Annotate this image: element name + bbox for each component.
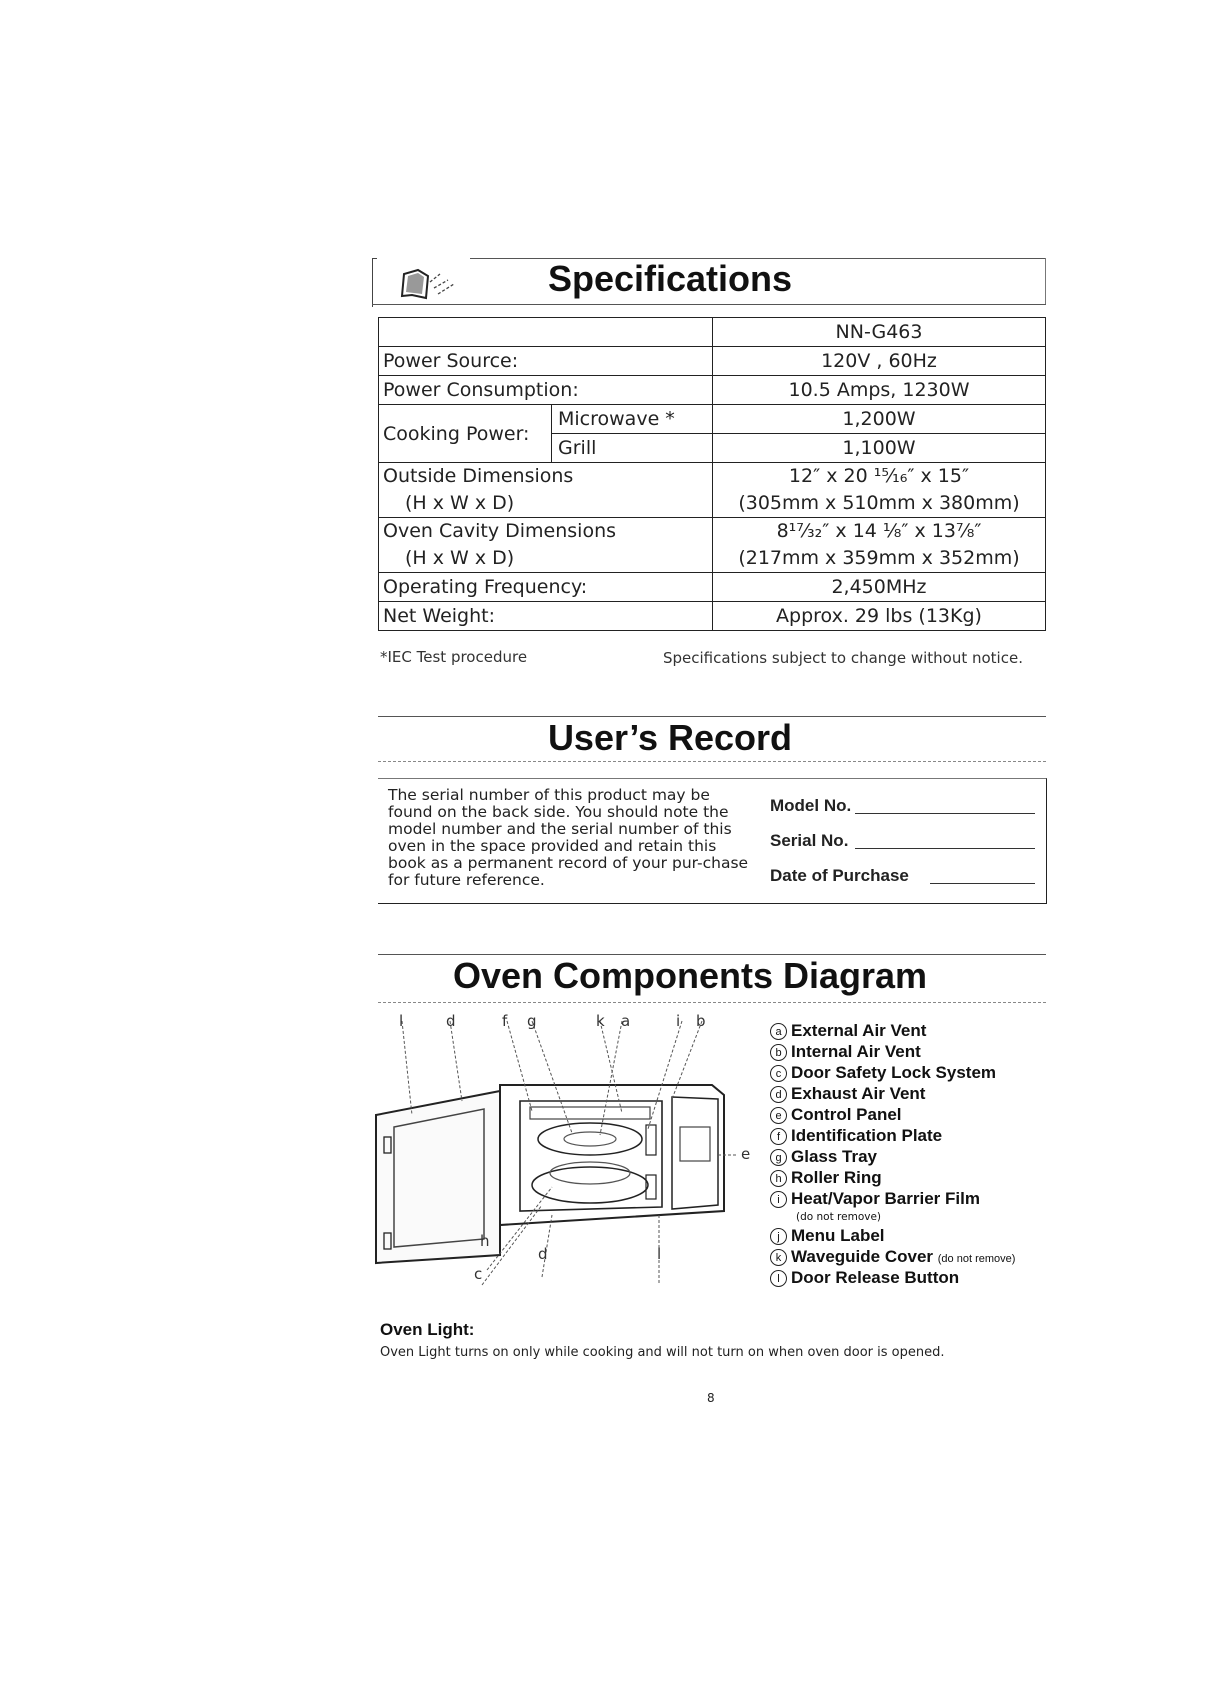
- power-consumption-label: Power Consumption:: [379, 376, 713, 405]
- date-of-purchase-field[interactable]: [930, 883, 1035, 884]
- list-item: [770, 1020, 1015, 1041]
- legend-label: Identification Plate: [791, 1126, 943, 1145]
- power-consumption-value: 10.5 Amps, 1230W: [713, 376, 1046, 405]
- legend-label: External Air Vent: [791, 1021, 927, 1040]
- operating-frequency-value: 2,450MHz: [713, 573, 1046, 602]
- list-item: [770, 1125, 1015, 1146]
- date-of-purchase-label: Date of Purchase: [770, 866, 909, 885]
- specifications-title: Specifications: [547, 258, 793, 299]
- letter-j-icon: j: [770, 1228, 787, 1245]
- list-item: [770, 1083, 1015, 1104]
- legend-label: Roller Ring: [791, 1168, 882, 1187]
- cooking-power-label: Cooking Power:: [379, 405, 552, 463]
- diagram-letter-k: k: [596, 1012, 605, 1030]
- serial-no-label: Serial No.: [770, 831, 849, 850]
- legend-inline-note: (do not remove): [937, 1253, 1016, 1265]
- control-display: [680, 1127, 710, 1161]
- diagram-letter-b: b: [696, 1012, 706, 1030]
- diagram-letter-e: e: [741, 1145, 751, 1163]
- list-item: [770, 1246, 1015, 1267]
- grill-label: Grill: [552, 434, 713, 463]
- users-record-underline: [378, 761, 1046, 762]
- grill-element: [530, 1107, 650, 1119]
- letter-d-icon: d: [770, 1086, 787, 1103]
- users-record-description: The serial number of this product may be found on the back side. You should note the model number and the serial number of this oven in the space provided and retain this book as a permanent record of your pur-chase for future reference.: [388, 786, 749, 889]
- components-title: Oven Components Diagram: [452, 955, 928, 996]
- table-row: [379, 463, 1046, 518]
- outside-dimensions-label: [379, 463, 713, 518]
- diagram-letter-a: a: [621, 1012, 631, 1030]
- model-header-cell: NN-G463: [713, 318, 1046, 347]
- list-item: [770, 1062, 1015, 1083]
- oven-light-title: Oven Light:: [380, 1320, 475, 1339]
- page-number: 8: [707, 1391, 715, 1405]
- diagram-letter-d-top: d: [446, 1012, 456, 1030]
- waveguide-cover: [646, 1125, 656, 1155]
- diagram-letter-g: g: [527, 1012, 537, 1030]
- letter-h-icon: h: [770, 1170, 787, 1187]
- operating-frequency-label: Operating Frequency:: [379, 573, 713, 602]
- legend-note: (do not remove): [796, 1211, 882, 1223]
- legend-label: Waveguide Cover: [791, 1247, 934, 1266]
- net-weight-label: Net Weight:: [379, 602, 713, 631]
- outside-dimensions-inches: 12″ x 20 ¹⁵⁄₁₆″ x 15″: [788, 465, 970, 487]
- table-row: [379, 518, 1046, 573]
- diagram-letter-d-bottom: d: [538, 1245, 548, 1263]
- power-source-label: Power Source:: [379, 347, 713, 376]
- legend-label: Door Release Button: [791, 1268, 960, 1287]
- diagram-letter-l-bottom: l: [657, 1245, 662, 1263]
- header-empty-cell: [379, 318, 713, 347]
- control-panel: [672, 1097, 718, 1209]
- oven-cavity-label-line2: (H x W x D): [405, 547, 515, 569]
- outside-dimensions-mm: (305mm x 510mm x 380mm): [738, 492, 1020, 514]
- list-item: [770, 1146, 1015, 1167]
- letter-f-icon: f: [770, 1128, 787, 1145]
- oven-light-text: Oven Light turns on only while cooking and will not turn on when oven door is opened.: [380, 1345, 945, 1360]
- microwave-label: Microwave *: [552, 405, 713, 434]
- diagram-letter-h: h: [480, 1232, 490, 1250]
- grill-value: 1,100W: [713, 434, 1046, 463]
- microwave-value: 1,200W: [713, 405, 1046, 434]
- legend-label: Internal Air Vent: [791, 1042, 921, 1061]
- table-row: [379, 573, 1046, 602]
- oven-cavity-inches: 8¹⁷⁄₃₂″ x 14 ¹⁄₈″ x 13⁷⁄₈″: [776, 520, 982, 542]
- letter-a-icon: a: [770, 1023, 787, 1040]
- glass-tray-top-inner: [564, 1132, 616, 1146]
- letter-e-icon: e: [770, 1107, 787, 1124]
- diagram-letter-i: i: [676, 1012, 681, 1030]
- list-item: [770, 1267, 1015, 1288]
- diagram-letter-f: f: [502, 1012, 508, 1030]
- power-source-value: 120V , 60Hz: [713, 347, 1046, 376]
- table-row: [379, 347, 1046, 376]
- letter-c-icon: c: [770, 1065, 787, 1082]
- specifications-frame-right: [1045, 258, 1046, 304]
- list-item: [770, 1188, 1015, 1209]
- list-item: [770, 1041, 1015, 1062]
- legend-label: Exhaust Air Vent: [791, 1084, 926, 1103]
- letter-g-icon: g: [770, 1149, 787, 1166]
- diagram-letter-c: c: [474, 1265, 483, 1283]
- outside-dimensions-value: [713, 463, 1046, 518]
- oven-body-outline: [500, 1085, 724, 1225]
- oven-cavity-mm: (217mm x 359mm x 352mm): [738, 547, 1020, 569]
- legend-label: Menu Label: [791, 1226, 885, 1245]
- outside-dimensions-label-line2: (H x W x D): [405, 492, 515, 514]
- serial-no-field[interactable]: [855, 848, 1035, 849]
- oven-cavity-label: [379, 518, 713, 573]
- footnote-change-notice: Specifications subject to change without notice.: [663, 649, 1023, 667]
- letter-k-icon: k: [770, 1249, 787, 1266]
- table-row: [379, 602, 1046, 631]
- roller-ring: [550, 1162, 630, 1184]
- list-item: [770, 1104, 1015, 1125]
- legend-label: Control Panel: [791, 1105, 902, 1124]
- book-icon: [398, 262, 460, 302]
- components-legend: [770, 1020, 1015, 1288]
- model-no-label: Model No.: [770, 796, 852, 815]
- specifications-frame-bottom: [372, 304, 1046, 305]
- oven-diagram: [372, 1015, 764, 1300]
- specifications-table: [378, 317, 1046, 631]
- footnote-iec: *IEC Test procedure: [380, 648, 528, 666]
- oven-cavity-label-line1: Oven Cavity Dimensions: [383, 520, 617, 542]
- glass-tray-top: [538, 1123, 642, 1155]
- net-weight-value: Approx. 29 lbs (13Kg): [713, 602, 1046, 631]
- users-record-title: User’s Record: [547, 717, 793, 758]
- legend-label: Door Safety Lock System: [791, 1063, 997, 1082]
- letter-b-icon: b: [770, 1044, 787, 1061]
- components-underline: [378, 1002, 1046, 1003]
- diagram-letter-l-top: l: [399, 1012, 404, 1030]
- table-row: [379, 318, 1046, 347]
- legend-label: Heat/Vapor Barrier Film: [791, 1189, 980, 1208]
- table-row: [379, 405, 1046, 434]
- oven-cavity-value: [713, 518, 1046, 573]
- specifications-frame-left: [372, 258, 377, 307]
- list-item: [770, 1167, 1015, 1188]
- list-item: [770, 1225, 1015, 1246]
- model-no-field[interactable]: [855, 813, 1035, 814]
- letter-i-icon: i: [770, 1191, 787, 1208]
- table-row: [379, 376, 1046, 405]
- legend-label: Glass Tray: [791, 1147, 878, 1166]
- letter-l-icon: l: [770, 1270, 787, 1287]
- outside-dimensions-label-line1: Outside Dimensions: [383, 465, 574, 487]
